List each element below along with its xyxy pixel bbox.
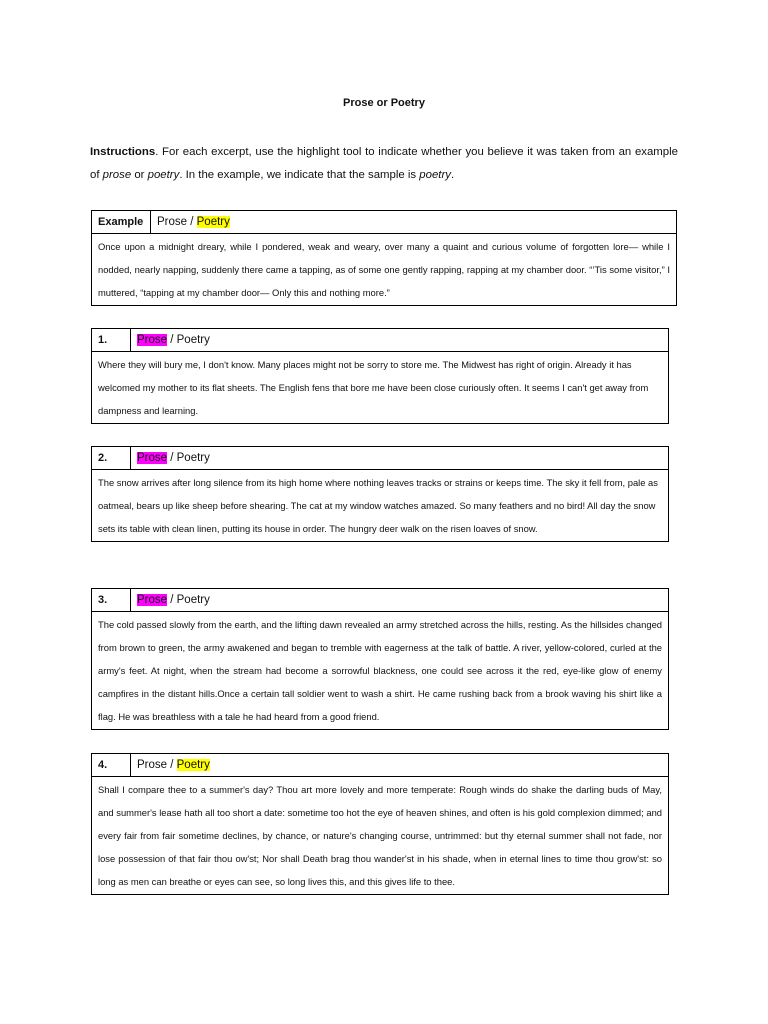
choice-cell bbox=[131, 754, 210, 776]
option-separator: / bbox=[167, 594, 177, 606]
excerpt-text: The cold passed slowly from the earth, and the lifting dawn revealed an army stretched across the hills, resting. As the hillsides changed from brown to green, the army awakened and began to tremble with eagerness at the talk of battle. A river, yellow-colored, curled at the army's feet. At night, when the stream had become a sorrowful blackness, one could see across it the red, eye-like glow of enemy campfires in the distant hills.Once a certain tall soldier went to wash a shirt. He came rushing back from a brook waving his shirt like a flag. He was breathless with a tale he had heard from a good friend. bbox=[98, 619, 662, 722]
excerpt-header bbox=[92, 329, 668, 352]
excerpt-label: 2. bbox=[92, 447, 131, 469]
excerpt-text: The snow arrives after long silence from its high home where nothing leaves tracks or strains or keeps time. The sky it fell from, pale as oatmeal, bears up like sheep before shearing. The cat at my window watches amazed. So many feathers and no bird! All day the snow sets its table with clean linen, putting its house in order. The hungry deer walk on the risen loaves of snow. bbox=[98, 477, 658, 534]
instructions-text-3: . In the example, we indicate that the sample is bbox=[179, 169, 420, 181]
option-separator: / bbox=[167, 334, 177, 346]
excerpt-header bbox=[92, 447, 668, 470]
excerpt-label: 1. bbox=[92, 329, 131, 351]
instructions-poetry-word: poetry bbox=[147, 169, 180, 181]
instructions-text-4: . bbox=[450, 169, 455, 181]
excerpt-label: Example bbox=[92, 211, 151, 233]
poetry-option[interactable]: Poetry bbox=[176, 452, 210, 464]
excerpt-text: Shall I compare thee to a summer's day? Thou art more lovely and more temperate: Rough winds do shake the darling buds of May, and summer's lease hath all too short a date: sometime too hot the eye of heaven shines, and often is his gold complexion dimmed; and every fair from fair sometime declines, by chance, or nature's changing course, untrimmed: but thy eternal summer shall not fade, nor lose possession of that fair thou ow'st; Nor shall Death brag thou wander'st in his shade, when in eternal lines to time thou grow'st: so long as men can breathe or eyes can see, so long lives this, and this gives life to thee. bbox=[98, 784, 662, 887]
instructions-sample-word: poetry bbox=[419, 169, 451, 181]
excerpt-text: Once upon a midnight dreary, while I pondered, weak and weary, over many a quaint and curious volume of forgotten lore— while I nodded, nearly napping, suddenly there came a tapping, as of some one gently rapping, rapping at my chamber door. “’Tis some visitor,” I muttered, “tapping at my chamber door— Only this and nothing more.” bbox=[98, 241, 670, 298]
excerpt-text: Where they will bury me, I don't know. Many places might not be sorry to store me. The Midwest has right of origin. Already it has welcomed my mother to its flat sheets. The English fens that bore me have been close curiously often. It seems I can't get away from dampness and learning. bbox=[98, 359, 649, 416]
choice-cell bbox=[151, 211, 230, 233]
excerpt-header bbox=[92, 589, 668, 612]
excerpt-box-3 bbox=[91, 588, 669, 730]
option-separator: / bbox=[187, 216, 197, 228]
instructions-text-2: or bbox=[131, 169, 148, 181]
poetry-option[interactable]: Poetry bbox=[196, 216, 230, 228]
excerpt-box-1 bbox=[91, 328, 669, 424]
option-separator: / bbox=[167, 759, 177, 771]
poetry-option[interactable]: Poetry bbox=[176, 759, 210, 771]
excerpt-header bbox=[92, 754, 668, 777]
instructions-prose-word: prose bbox=[102, 169, 132, 181]
prose-option[interactable]: Prose bbox=[137, 594, 168, 606]
excerpt-box-example bbox=[91, 210, 677, 306]
excerpt-label: 4. bbox=[92, 754, 131, 776]
choice-cell bbox=[131, 447, 210, 469]
prose-option[interactable]: Prose bbox=[137, 759, 168, 771]
option-separator: / bbox=[167, 452, 177, 464]
poetry-option[interactable]: Poetry bbox=[176, 334, 210, 346]
excerpt-box-2 bbox=[91, 446, 669, 542]
instructions-label: Instructions bbox=[90, 146, 156, 158]
prose-option[interactable]: Prose bbox=[137, 452, 168, 464]
instructions-paragraph bbox=[90, 141, 678, 187]
prose-option[interactable]: Prose bbox=[137, 334, 168, 346]
instructions-text-1: . For each excerpt, use the highlight tool to indicate whether you believe it was taken from an example of bbox=[90, 146, 678, 181]
prose-option[interactable]: Prose bbox=[157, 216, 188, 228]
excerpt-label: 3. bbox=[92, 589, 131, 611]
excerpt-box-4 bbox=[91, 753, 669, 895]
poetry-option[interactable]: Poetry bbox=[176, 594, 210, 606]
choice-cell bbox=[131, 329, 210, 351]
choice-cell bbox=[131, 589, 210, 611]
page-title: Prose or Poetry bbox=[343, 97, 425, 109]
excerpt-header bbox=[92, 211, 676, 234]
